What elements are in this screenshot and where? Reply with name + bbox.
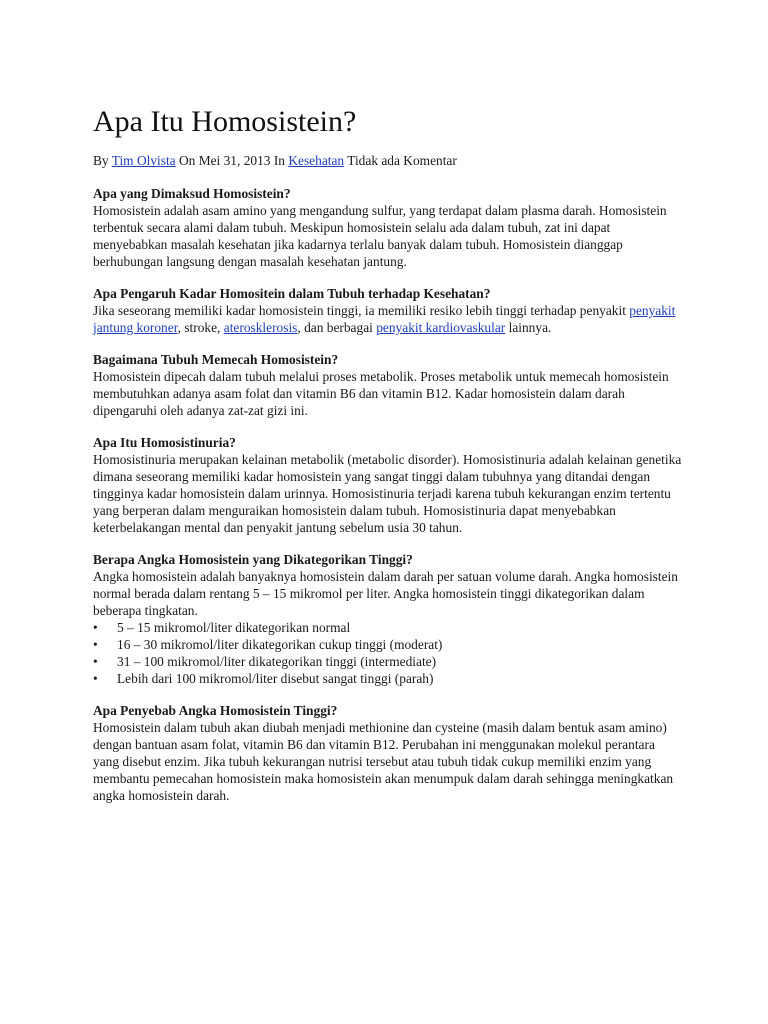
article-meta <box>93 152 683 169</box>
section-body <box>93 302 683 336</box>
meta-by: By <box>93 153 109 168</box>
body-text: Jika seseorang memiliki kadar homosistein tinggi, ia memiliki resiko lebih tinggi terhadap penyakit <box>93 303 630 318</box>
list-item-text: 31 – 100 mikromol/liter dikategorikan tinggi (intermediate) <box>117 654 437 669</box>
section-levels <box>93 551 683 687</box>
link-atherosclerosis[interactable]: aterosklerosis <box>223 320 298 335</box>
link-cardiovascular-disease[interactable]: penyakit kardiovaskular <box>376 320 506 335</box>
list-item-text: Lebih dari 100 mikromol/liter disebut sangat tinggi (parah) <box>117 671 434 686</box>
link-coronary-heart-disease[interactable]: penyakit jantung koroner <box>93 303 676 335</box>
section-body: Homosistinuria merupakan kelainan metabolik (metabolic disorder). Homosistinuria adalah kelainan genetika dimana seseorang memiliki kadar homosistein yang sangat tinggi dalam tubuhnya yang ditandai dengan tingginya kadar homosistein dalam urinnya. Homosistinuria terjadi karena tubuh kekurangan enzim tertentu yang berperan dalam menguraikan homosistein dalam tubuh. Homosistinuria dapat menyebabkan keterbelakangan mental dan penyakit jantung sebelum usia 30 tahun. <box>93 452 682 535</box>
bullet-icon: • <box>93 620 98 635</box>
list-item <box>93 619 683 636</box>
section-heading: Apa yang Dimaksud Homosistein? <box>93 186 291 201</box>
page-title: Apa Itu Homosistein? <box>93 105 357 138</box>
section-heading: Berapa Angka Homosistein yang Dikategorikan Tinggi? <box>93 552 413 567</box>
section-metabolism <box>93 351 683 419</box>
category-link[interactable]: Kesehatan <box>288 153 345 168</box>
list-item <box>93 670 683 687</box>
section-causes <box>93 702 683 804</box>
meta-date: On Mei 31, 2013 In <box>178 153 285 168</box>
list-item <box>93 636 683 653</box>
section-body: Homosistein adalah asam amino yang mengandung sulfur, yang terdapat dalam plasma darah. Homosistein terbentuk secara alami dalam tubuh. Meskipun homosistein selalu ada dalam tubuh, zat ini dapat menyebabkan masalah kesehatan jika kadarnya terlalu banyak dalam tubuh. Homosistein dianggap berhubungan langsung dengan masalah kesehatan jantung. <box>93 203 667 269</box>
section-health-effects <box>93 285 683 336</box>
section-definition <box>93 185 683 270</box>
section-body: Angka homosistein adalah banyaknya homosistein dalam darah per satuan volume darah. Angka homosistein normal berada dalam rentang 5 – 15 mikromol per liter. Angka homosistein tinggi dikategorikan dalam beberapa tingkatan. <box>93 569 678 618</box>
section-homocystinuria <box>93 434 683 536</box>
section-heading: Apa Pengaruh Kadar Homositein dalam Tubuh terhadap Kesehatan? <box>93 286 491 301</box>
body-text: , stroke, <box>177 320 224 335</box>
section-heading: Bagaimana Tubuh Memecah Homosistein? <box>93 352 339 367</box>
list-item-text: 16 – 30 mikromol/liter dikategorikan cukup tinggi (moderat) <box>117 637 443 652</box>
section-body: Homosistein dipecah dalam tubuh melalui proses metabolik. Proses metabolik untuk memecah homosistein membutuhkan adanya asam folat dan vitamin B6 dan vitamin B12. Kadar homosistein dalam darah dipengaruhi oleh adanya zat-zat gizi ini. <box>93 369 669 418</box>
section-heading: Apa Itu Homosistinuria? <box>93 435 236 450</box>
bullet-icon: • <box>93 637 98 652</box>
levels-list <box>93 619 683 687</box>
section-body: Homosistein dalam tubuh akan diubah menjadi methionine dan cysteine (masih dalam bentuk asam amino) dengan bantuan asam folat, vitamin B6 dan vitamin B12. Perubahan ini menggunakan molekul perantara yang disebut enzim. Jika tubuh kekurangan nutrisi tersebut atau tubuh tidak cukup memiliki enzim yang membantu pemecahan homosistein maka homosistein akan menumpuk dalam darah sehingga meningkatkan angka homosistein darah. <box>93 720 674 803</box>
document-page <box>93 104 683 819</box>
list-item <box>93 653 683 670</box>
body-text: , dan berbagai <box>297 320 377 335</box>
body-text: lainnya. <box>505 320 552 335</box>
list-item-text: 5 – 15 mikromol/liter dikategorikan normal <box>117 620 351 635</box>
bullet-icon: • <box>93 654 98 669</box>
meta-comments: Tidak ada Komentar <box>347 153 457 168</box>
bullet-icon: • <box>93 671 98 686</box>
author-link[interactable]: Tim Olvista <box>111 153 176 168</box>
section-heading: Apa Penyebab Angka Homosistein Tinggi? <box>93 703 338 718</box>
